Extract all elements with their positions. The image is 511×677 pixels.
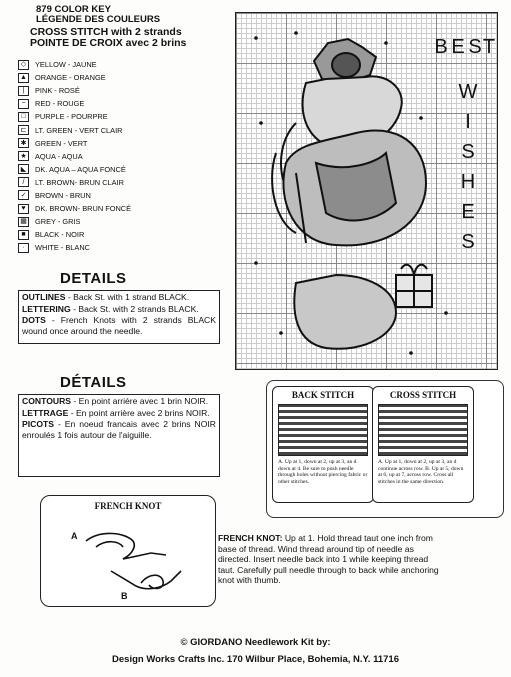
outlines-detail [22,292,216,303]
outlines-label: OUTLINES [22,292,66,302]
picots-label: PICOTS [22,419,54,430]
lettering-letter: E [461,201,475,223]
stitch-symbol-icon: ★ [18,151,29,161]
stitch-symbol-icon: ✱ [18,138,29,148]
french-knot-title: FRENCH KNOT [94,501,162,511]
color-key-item [18,202,131,215]
stitch-symbol-icon: ◣ [18,164,29,174]
color-key-item [18,163,131,176]
color-key-item [18,110,131,123]
color-key-item [18,215,131,228]
cs-fr-suffix: brins [157,37,187,49]
back-stitch-text: A. Up at 1, down at 2, up at 3, an d down at 4. Be sure to push needle through holes without piercing fabric or other stitches. [278,459,368,485]
color-key-item [18,97,131,110]
stitch-symbol-icon: ■ [18,230,29,240]
color-key-item [18,71,131,84]
color-key-list [18,58,131,254]
stitch-symbol-icon: ⊏ [18,125,29,135]
footer-address: Design Works Crafts Inc. 170 Wilbur Place, Bohemia, N.Y. 11716 [112,654,399,665]
dots-label: DOTS [22,315,46,326]
color-label: BLACK - NOIR [35,230,85,240]
lettering-detail [22,304,216,315]
color-key-item [18,228,131,241]
lettering-letter: B [434,36,448,58]
french-knot-label-a: A [71,531,78,541]
lettering-letter: I [465,111,471,133]
color-key-item [18,123,131,136]
best-wishes-lettering [434,36,495,253]
color-label: BROWN - BRUN [35,190,91,200]
french-knot-panel [40,495,216,607]
contours-text: - En point arrière avec 1 brin NOIR. [71,396,209,406]
color-label: RED - ROUGE [35,99,85,109]
color-label: WHITE - BLANC [35,243,91,253]
stitch-symbol-icon: · [18,243,29,253]
details-heading: DETAILS [60,270,127,287]
color-key-item [18,137,131,150]
lettering-letter: E [451,36,465,58]
cross-stitch-title: CROSS STITCH [389,390,457,400]
lettering-letter: T [482,36,496,58]
cross-stitch-text: A. Up at 1, down at 2, up at 3, an d continue across row. B. Up at 5, down at 6, up at 7, across row. Cross all stitches in the same direction. [378,459,464,485]
lettering-label: LETTERING [22,303,71,314]
color-key-item [18,176,131,189]
stitch-symbol-icon: / [18,177,29,187]
lettering-letter: H [460,171,476,193]
color-key-item [18,84,131,97]
footer-credit: © GIORDANO Needlework Kit by: [180,637,331,648]
cs-fr-prefix: POINTE DE CROIX avec [30,37,152,49]
color-label: ORANGE - ORANGE [35,73,106,83]
stitch-symbol-icon: ▦ [18,217,29,227]
details-fr-box [18,394,220,477]
stitch-symbol-icon: □ [18,112,29,122]
french-knot-instructions [218,533,440,586]
cross-stitch-chart [235,12,498,370]
details-fr-heading: DÉTAILS [60,374,127,391]
french-knot-illustration [41,511,215,601]
hat-pompom [332,53,360,77]
cross-stitch-fr [30,38,186,49]
color-label: LT. BROWN- BRUN CLAIR [35,177,124,187]
lettrage-text: - En point arrière avec 2 brins NOIR. [68,407,210,418]
lettering-letter: S [461,141,475,163]
color-key-title [36,5,160,25]
contours-detail [22,396,216,407]
lettering-text: - Back St. with 2 strands BLACK. [70,303,199,314]
french-knot-text-label: FRENCH KNOT: [218,533,283,543]
details-box [18,290,220,344]
back-stitch-title: BACK STITCH [291,390,355,400]
outlines-text: - Back St. with 1 strand BLACK. [65,292,190,302]
color-label: GREEN - VERT [35,138,88,148]
lettrage-label: LETTRAGE [22,407,69,418]
color-key-item [18,241,131,254]
picots-text: - En noeud francais avec 2 brins NOIR enroulés 1 fois autour de l'aiguille. [22,419,216,440]
cross-stitch-weave [378,404,468,456]
stitch-symbol-icon: ◇ [18,60,29,70]
color-label: PURPLE - POURPRE [35,112,108,122]
cs-fr-strand-count: 2 [151,37,158,49]
stitch-symbol-icon: | [18,86,29,96]
cs-en-suffix: strands [140,26,182,38]
stitch-symbol-icon: ✓ [18,190,29,200]
color-label: DK. BROWN- BRUN FONCÉ [35,204,132,214]
bear-legs [294,275,396,349]
color-label: DK. AQUA – AQUA FONCÉ [35,164,126,174]
bear-pattern-drawing [236,13,499,371]
french-knot-text: Up at 1. Hold thread taut one inch from base of thread. Wind thread around tip of needle as directed. Insert needle back into 1 while keeping thread taut. Carefully pull needle through to back while anchoring knot with thumb. [218,533,439,585]
color-key-item [18,58,131,71]
french-knot-label-b: B [121,591,128,601]
color-label: AQUA - AQUA [35,151,83,161]
color-key-item [18,189,131,202]
back-stitch-weave [278,404,368,456]
dots-detail [22,315,216,336]
color-key-item [18,150,131,163]
stitch-symbol-icon: − [18,99,29,109]
color-key-title-fr: LÉGENDE DES COULEURS [36,14,161,25]
contours-label: CONTOURS [22,396,72,406]
lettering-letter: S [468,36,482,58]
color-label: GREY - GRIS [35,217,81,227]
cross-stitch-diagram [372,386,474,503]
cs-en-prefix: CROSS STITCH with [30,26,135,38]
lettering-letter: W [458,81,478,103]
back-stitch-diagram [272,386,374,503]
lettering-letter: S [461,231,475,253]
stitch-symbol-icon: ▲ [18,73,29,83]
color-label: YELLOW - JAUNE [35,60,97,70]
color-label: LT. GREEN - VERT CLAIR [35,125,123,135]
lettrage-detail [22,408,216,419]
color-label: PINK - ROSÉ [35,86,80,96]
cs-strand-count: 2 [135,26,141,38]
color-key-title-en: 879 COLOR KEY [36,4,111,15]
dots-text: - French Knots with 2 strands BLACK wound once around the needle. [22,315,216,336]
picots-detail [22,419,216,440]
cross-stitch-strands [30,27,186,49]
stitch-symbol-icon: ♥ [18,204,29,214]
